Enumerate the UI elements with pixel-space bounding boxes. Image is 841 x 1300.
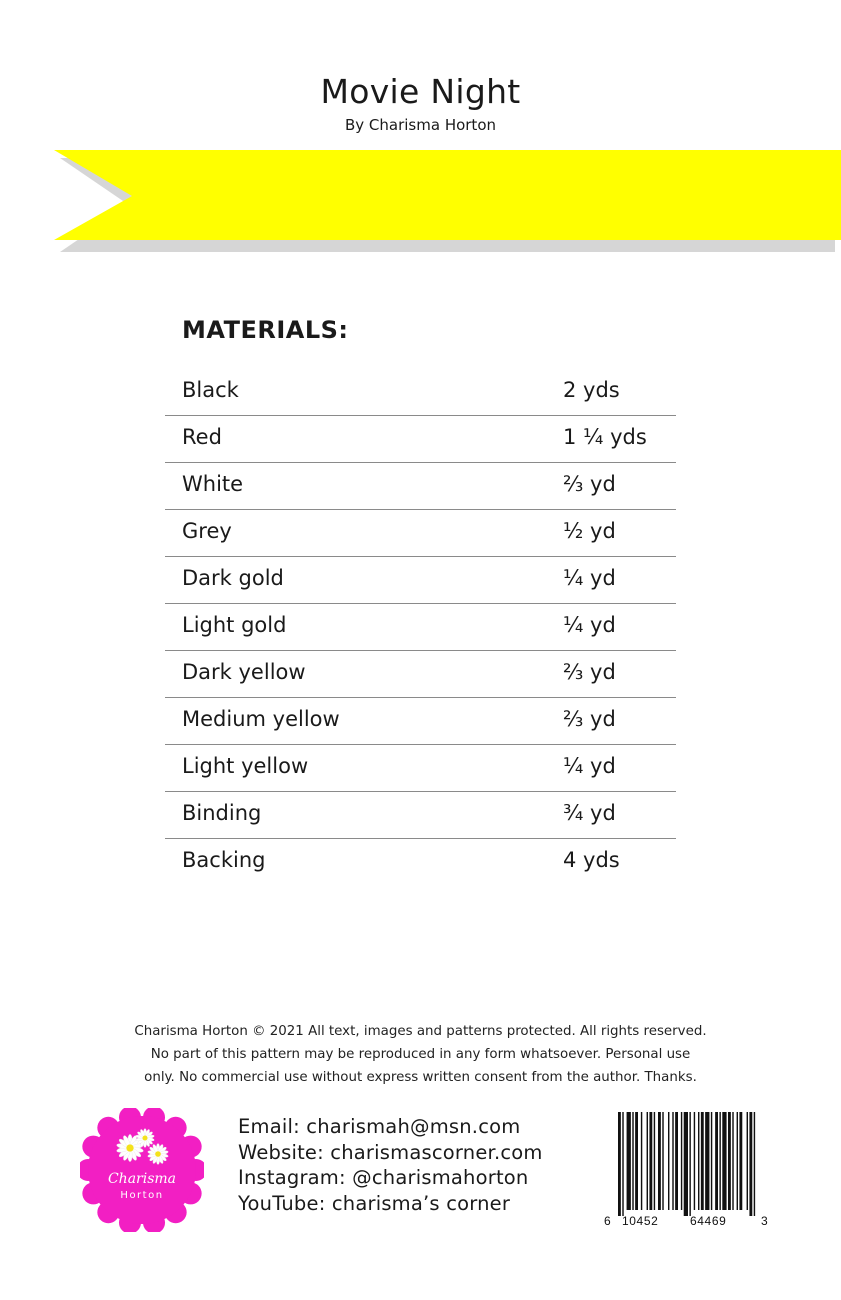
materials-table bbox=[165, 369, 676, 886]
yellow-ribbon-banner bbox=[0, 146, 841, 252]
barcode-bar bbox=[627, 1112, 631, 1210]
materials-row bbox=[165, 792, 676, 839]
barcode-bar bbox=[722, 1112, 726, 1210]
materials-heading: MATERIALS: bbox=[182, 316, 349, 344]
copyright-line: only. No commercial use without express written consent from the author. Thanks. bbox=[144, 1070, 697, 1085]
barcode-digits-group-1: 10452 bbox=[622, 1214, 659, 1228]
barcode-digit-right: 3 bbox=[761, 1214, 768, 1228]
barcode-bar bbox=[698, 1112, 699, 1210]
barcode-digits-group-2: 64469 bbox=[690, 1214, 727, 1228]
material-quantity: ⅔ yd bbox=[563, 707, 616, 731]
copyright-line: Charisma Horton © 2021 All text, images and patterns protected. All rights reserved. bbox=[134, 1024, 707, 1039]
barcode-bar bbox=[732, 1112, 733, 1210]
barcode-bar bbox=[654, 1112, 655, 1210]
barcode-bar bbox=[728, 1112, 731, 1210]
material-quantity: ¼ yd bbox=[563, 613, 616, 637]
barcode-bar bbox=[684, 1112, 688, 1216]
materials-row bbox=[165, 463, 676, 510]
barcode-bar bbox=[672, 1112, 673, 1210]
material-name: Dark gold bbox=[182, 566, 284, 590]
barcode-bar bbox=[681, 1112, 682, 1210]
materials-row bbox=[165, 839, 676, 886]
barcode-bar bbox=[668, 1112, 669, 1210]
contact-youtube: YouTube: charisma’s corner bbox=[238, 1191, 511, 1215]
material-quantity: ½ yd bbox=[563, 519, 616, 543]
barcode bbox=[604, 1112, 768, 1228]
material-name: Backing bbox=[182, 848, 266, 872]
copyright-notice bbox=[0, 1020, 841, 1089]
barcode-bar bbox=[737, 1112, 738, 1210]
copyright-line: No part of this pattern may be reproduced in any form whatsoever. Personal use bbox=[150, 1047, 691, 1062]
barcode-digit-left: 6 bbox=[604, 1214, 611, 1228]
material-name: Medium yellow bbox=[182, 707, 340, 731]
contact-info bbox=[238, 1114, 543, 1216]
barcode-bar bbox=[618, 1112, 621, 1216]
materials-row bbox=[165, 510, 676, 557]
material-name: Black bbox=[182, 378, 239, 402]
material-quantity: ⅔ yd bbox=[563, 472, 616, 496]
charisma-horton-logo bbox=[80, 1108, 204, 1232]
barcode-bar bbox=[739, 1112, 742, 1210]
barcode-bar bbox=[675, 1112, 678, 1210]
barcode-bar bbox=[622, 1112, 623, 1216]
barcode-bar bbox=[632, 1112, 633, 1210]
logo-text-horton: Horton bbox=[120, 1190, 164, 1201]
contact-website: Website: charismascorner.com bbox=[238, 1140, 543, 1164]
material-name: Light gold bbox=[182, 613, 287, 637]
barcode-bar bbox=[647, 1112, 648, 1210]
barcode-bar bbox=[635, 1112, 638, 1210]
materials-row bbox=[165, 745, 676, 792]
material-quantity: ¼ yd bbox=[563, 754, 616, 778]
barcode-bar bbox=[649, 1112, 652, 1210]
materials-row bbox=[165, 557, 676, 604]
barcode-bar bbox=[749, 1112, 752, 1216]
materials-row bbox=[165, 651, 676, 698]
material-quantity: ¾ yd bbox=[563, 801, 616, 825]
barcode-bar bbox=[705, 1112, 709, 1210]
barcode-bar bbox=[701, 1112, 704, 1210]
barcode-bar bbox=[658, 1112, 661, 1210]
material-quantity: 4 yds bbox=[563, 848, 620, 872]
material-quantity: ⅔ yd bbox=[563, 660, 616, 684]
material-name: Dark yellow bbox=[182, 660, 306, 684]
materials-row bbox=[165, 369, 676, 416]
material-name: Binding bbox=[182, 801, 262, 825]
material-name: Red bbox=[182, 425, 222, 449]
materials-row bbox=[165, 416, 676, 463]
barcode-bar bbox=[694, 1112, 695, 1210]
barcode-bar bbox=[689, 1112, 690, 1216]
barcode-bar bbox=[747, 1112, 748, 1210]
material-name: Light yellow bbox=[182, 754, 309, 778]
material-name: Grey bbox=[182, 519, 232, 543]
pattern-byline: By Charisma Horton bbox=[344, 116, 497, 134]
material-quantity: ¼ yd bbox=[563, 566, 616, 590]
pattern-title: Movie Night bbox=[320, 72, 521, 111]
barcode-bar bbox=[719, 1112, 720, 1210]
logo-text-charisma: Charisma bbox=[107, 1171, 177, 1187]
material-name: White bbox=[182, 472, 244, 496]
materials-row bbox=[165, 604, 676, 651]
barcode-bar bbox=[754, 1112, 755, 1216]
materials-row bbox=[165, 698, 676, 745]
contact-email: Email: charismah@msn.com bbox=[238, 1115, 521, 1138]
barcode-bar bbox=[662, 1112, 663, 1210]
barcode-bar bbox=[711, 1112, 712, 1210]
material-quantity: 2 yds bbox=[563, 378, 620, 402]
contact-instagram: Instagram: @charismahorton bbox=[238, 1166, 529, 1189]
barcode-bar bbox=[641, 1112, 642, 1210]
barcode-bar bbox=[715, 1112, 718, 1210]
material-quantity: 1 ¼ yds bbox=[563, 425, 647, 449]
